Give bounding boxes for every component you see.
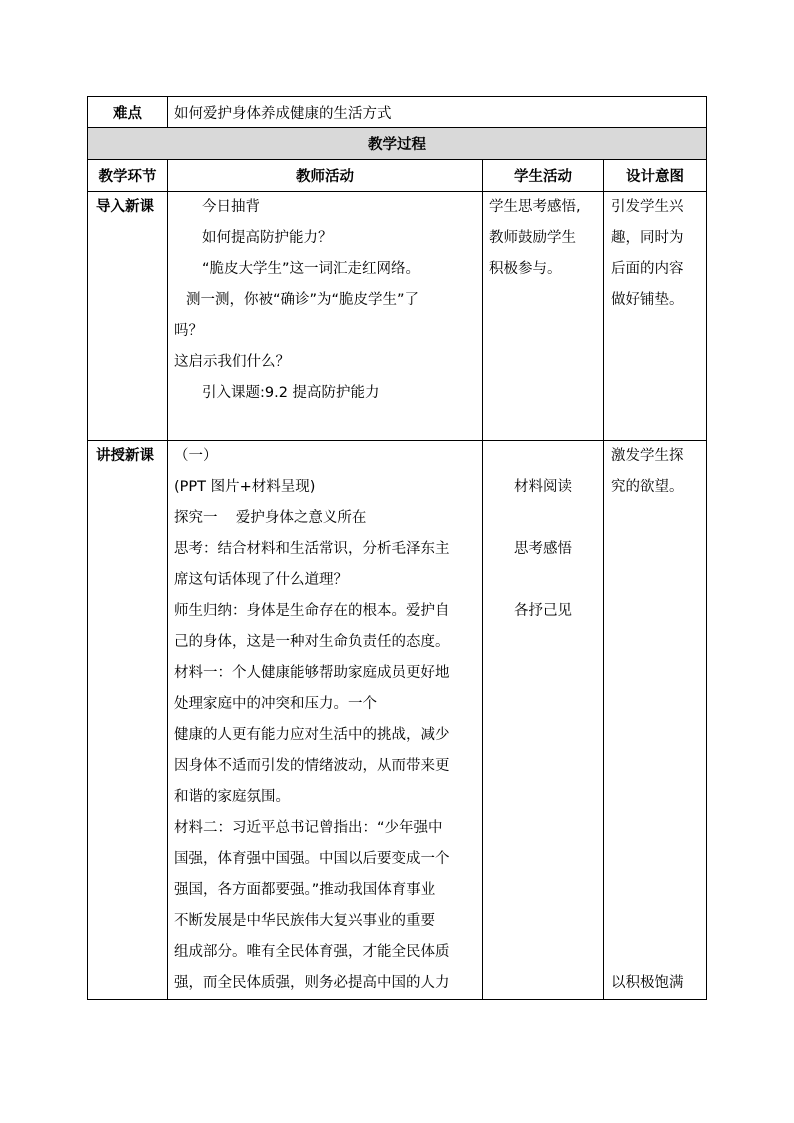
lecture-student-cell [483,441,604,1000]
intro-student-line: 积极参与。 [489,261,562,277]
intro-teacher-line: “脆皮大学生”这一词汇走红网络。 [202,261,421,277]
section-title-row [88,128,707,160]
lecture-student-line: 各抒己见 [514,603,572,619]
intro-student-line: 学生思考感悟, [489,199,581,215]
lecture-teacher-line: 处理家庭中的冲突和压力。一个 [174,696,377,712]
lecture-teacher-line: 和谐的家庭氛围。 [174,789,290,805]
intro-design-line: 引发学生兴 [611,199,684,215]
lecture-teacher-line: （一） [174,448,218,464]
lecture-teacher-line: 己的身体，这是一种对生命负责任的态度。 [174,634,450,650]
lecture-stage: 讲授新课 [96,448,154,464]
lecture-teacher-line: 强，而全民体质强，则务必提高中国的人力 [174,975,450,991]
intro-student-line: 教师鼓励学生 [489,230,576,246]
lecture-teacher-cell [168,441,483,1000]
difficulty-row [88,97,707,128]
intro-teacher-line: 这启示我们什么？ [174,354,290,370]
intro-teacher-line: 引入课题:9.2 提高防护能力 [202,385,380,401]
intro-teacher-line: 今日抽背 [202,199,260,215]
intro-teacher-line: 如何提高防护能力？ [202,230,333,246]
lecture-design-line: 究的欲望。 [611,479,684,495]
lecture-teacher-line: 不断发展是中华民族伟大复兴事业的重要 [174,913,435,929]
lecture-teacher-line: 材料二：习近平总书记曾指出：“少年强中 [174,820,443,836]
lecture-teacher-line: 思考：结合材料和生活常识，分析毛泽东主 [174,541,450,557]
lesson-plan-table [87,96,707,1000]
section-title: 教学过程 [88,128,707,160]
column-header-student: 学生活动 [483,160,604,192]
lecture-student-line: 材料阅读 [514,479,572,495]
intro-teacher-cell [168,192,483,441]
intro-design-line: 趣，同时为 [611,230,684,246]
intro-teacher-line: 吗？ [174,323,203,339]
column-header-stage: 教学环节 [88,160,168,192]
intro-design-cell [604,192,707,441]
lecture-teacher-line: (PPT 图片+材料呈现) [174,479,316,495]
lecture-design-bottom-line: 以积极饱满 [611,975,684,991]
lecture-teacher-line: 强国，各方面都要强。”推动我国体育事业 [174,882,436,898]
lecture-teacher-line: 席这句话体现了什么道理？ [174,572,348,588]
difficulty-label: 难点 [88,97,168,128]
lecture-teacher-line: 健康的人更有能力应对生活中的挑战，减少 [174,727,450,743]
intro-teacher-line: 测一测，你被“确诊”为“脆皮学生”了 [186,292,420,308]
intro-design-line: 做好铺垫。 [611,292,684,308]
intro-row [88,192,707,441]
intro-student-cell [483,192,604,441]
intro-design-line: 后面的内容 [611,261,684,277]
lecture-row [88,441,707,1000]
lecture-teacher-line: 组成部分。唯有全民体育强，才能全民体质 [174,944,450,960]
difficulty-content: 如何爱护身体养成健康的生活方式 [168,97,707,128]
lecture-student-line: 思考感悟 [514,541,572,557]
lecture-teacher-line: 师生归纳：身体是生命存在的根本。爱护自 [174,603,450,619]
lesson-plan-page [87,96,706,1000]
lecture-teacher-line: 国强，体育强中国强。中国以后要变成一个 [174,851,450,867]
lecture-design-line: 激发学生探 [611,448,684,464]
lecture-teacher-line: 探究一 爱护身体之意义所在 [174,510,367,526]
column-header-teacher: 教师活动 [168,160,483,192]
intro-stage: 导入新课 [96,199,154,215]
lecture-teacher-line: 材料一：个人健康能够帮助家庭成员更好地 [174,665,450,681]
column-header-design: 设计意图 [604,160,707,192]
lecture-teacher-line: 因身体不适而引发的情绪波动，从而带来更 [174,758,450,774]
lecture-design-cell [604,441,707,1000]
column-header-row [88,160,707,192]
